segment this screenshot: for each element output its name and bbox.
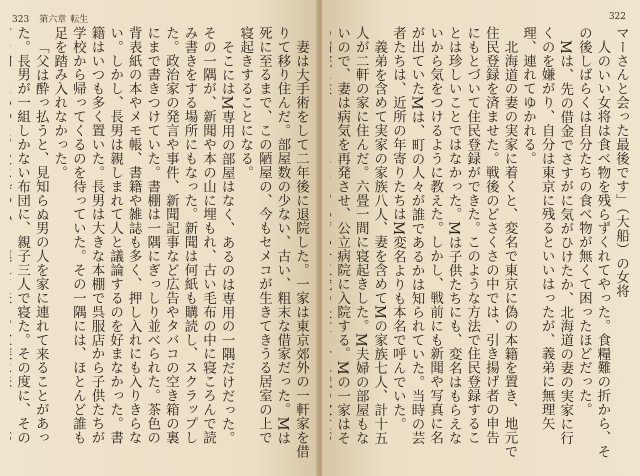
paragraph: 人のいい女将は食べ物を残らずくれてやった。食糧難の折から、その後しばらくは自分たちの食べ物が無くて困ったほどだった。	[575, 26, 611, 458]
left-page-number: 323	[12, 15, 30, 25]
left-page-header	[12, 12, 88, 25]
paragraph: 義弟を含めて実家の家族八人、妻を含めてMの家族七人、計十五人が二軒の家に住んだ。六畳一間に寝起きした。M夫婦の部屋もないので、妻は病気を再発させ、公立病院に入院する。Mの一家はそ	[334, 26, 388, 445]
right-page-number: 322	[608, 12, 626, 22]
right-page	[322, 0, 640, 476]
right-page-header	[609, 12, 626, 22]
left-page	[0, 0, 318, 476]
paragraph: マーさんと会った最後です」（大船）の女将	[613, 26, 629, 299]
paragraph: 妻は大手術をして二年後に退院した。一家は東京郊外の一軒家を借りて移り住んだ。部屋数の少ない、古い、粗末な借家だった。Mは死に至るまで、この陋屋の、今もセメコが生きてきうる居室の上で寝起きすることになる。	[237, 26, 309, 458]
left-page-body	[10, 26, 310, 458]
paragraph: 「父は酔っ払うと、見知らぬ男の人を家に連れて来ることがあった。長男が一組しかない布団に、親子三人で寝た。その度に、その	[14, 26, 49, 445]
chapter-label: 第六章	[39, 15, 67, 25]
paragraph: そこにはM専用の部屋はなく、あるのは専用の一隅だけだった。その一隅が、新聞や本の山に埋もれ、古い毛布の中に寝ころんで読み書きをする場所にもなった。新聞は何紙も購読し、スクラップした。政治家の発言や事件、新聞記事など広告やタバコの空き箱の裏にまで書きつけていた。書棚は一隅にぎっしり並べられた。茶色の背表紙の本やメモ帳、書籍や雑誌も多く、押し入れにも入りきらない。しかし、長男は親しまれて人と議論するのを好まなかった。書籍はいつも多く置いた。長男は大きな本棚で呉服店から子供たちが学校から帰ってくるのを待っていた。その一隅には、ほとんど誰も足を踏み入れなかった。	[51, 26, 235, 445]
paragraph: Mは、先の借金でさすがに気がひけたか、北海道の妻の実家に行くのを嫌がり、自分は東京に残るといいはったが、義弟に無理矢理、連れてゆかれる。	[520, 26, 574, 445]
paragraph: 北海道の妻の実家に着くと、変名で東京に偽の本籍を置き、地元で住民登録を済ませた。戦後のどさくさの中では、引き揚げ者の申告にもとづいて住民登録ができた。このような方法で住民登録することは珍しいことではなかった。Mは子供たちにも、変名はもらえないから気をつけるように教えた。しかし、戦前にも新聞や写真に名が出ていたMは、町の人々が誰であるかは知られていた。当時の芸者たちは、近所の年寄りたちはM変名よりも本名で呼んでいた。	[389, 26, 518, 458]
chapter-title: 転生	[70, 15, 89, 25]
right-page-body	[330, 26, 630, 458]
